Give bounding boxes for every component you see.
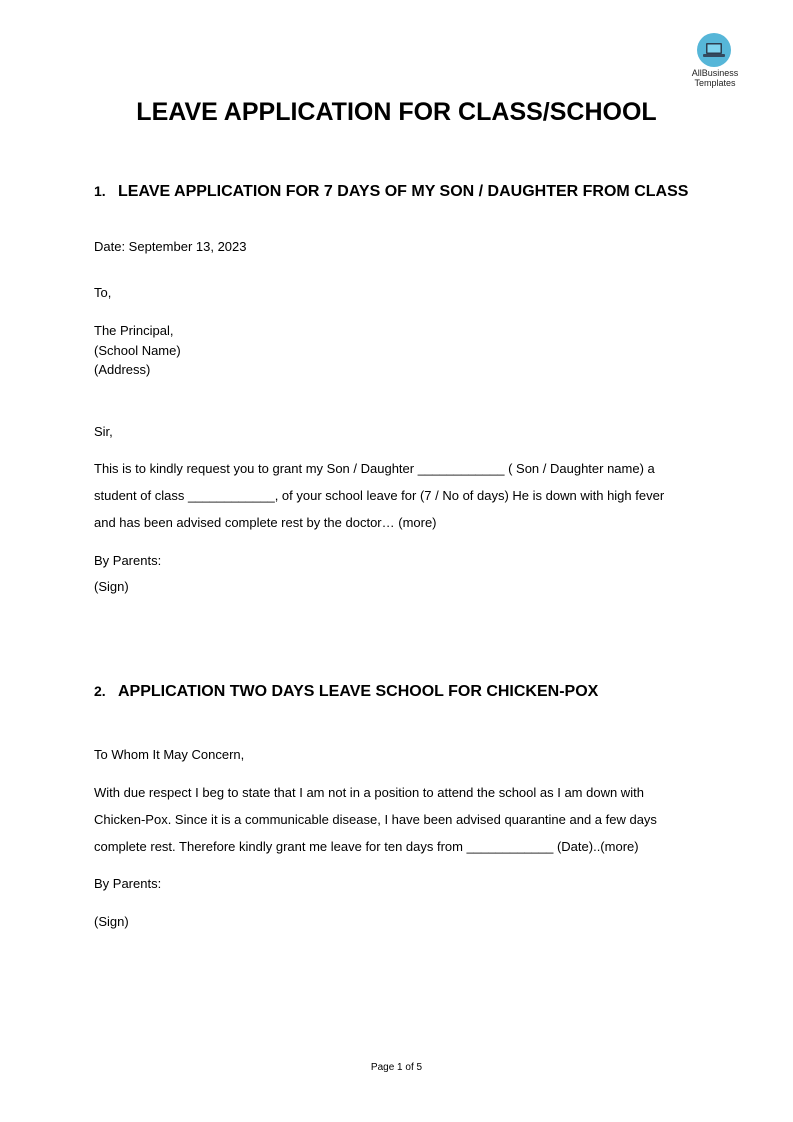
- letter-1-paragraph-line: and has been advised complete rest by the doctor… (more): [94, 515, 437, 530]
- letter-1-by-parents: By Parents:: [94, 553, 162, 568]
- letter-2-by-parents: By Parents:: [94, 876, 162, 891]
- logo-text: AllBusiness Templates: [691, 68, 739, 88]
- document-title: LEAVE APPLICATION FOR CLASS/SCHOOL: [136, 98, 657, 126]
- page-number: Page 1 of 5: [370, 1062, 423, 1073]
- section-2-heading: [94, 680, 598, 703]
- section-1-heading-text: LEAVE APPLICATION FOR 7 DAYS OF MY SON / DAUGHTER FROM CLASS: [118, 183, 689, 200]
- letter-2-sign: (Sign): [94, 914, 129, 929]
- letter-2-paragraph-line: Chicken-Pox. Since it is a communicable disease, I have been advised quarantine and a few days: [94, 812, 657, 827]
- letter-1-paragraph-line: student of class ____________, of your school leave for (7 / No of days) He is down with high fever: [94, 488, 665, 503]
- logo-badge: [697, 33, 731, 67]
- allbusiness-logo: [690, 30, 740, 90]
- letter-1-paragraph-line: This is to kindly request you to grant my Son / Daughter ____________ ( Son / Daughter name) a: [94, 461, 655, 476]
- section-2-heading-text: APPLICATION TWO DAYS LEAVE SCHOOL FOR CHICKEN-POX: [118, 683, 599, 700]
- letter-1-address-line: The Principal,: [94, 323, 174, 338]
- letter-2-paragraph-line: With due respect I beg to state that I am not in a position to attend the school as I am down with: [94, 785, 644, 800]
- letter-1-to: To,: [94, 285, 112, 300]
- letter-1-address-line: (School Name): [94, 343, 181, 358]
- letter-2-paragraph-line: complete rest. Therefore kindly grant me leave for ten days from ____________ (Date)..(more): [94, 839, 639, 854]
- section-2-number: 2.: [94, 683, 106, 699]
- letter-1-salutation: Sir,: [94, 424, 113, 439]
- section-1-number: 1.: [94, 183, 106, 199]
- letter-1-address-line: (Address): [94, 362, 151, 377]
- letter-2-salutation: To Whom It May Concern,: [94, 747, 245, 762]
- section-1-heading: [94, 180, 688, 203]
- letter-1-date: Date: September 13, 2023: [94, 239, 247, 254]
- letter-1-sign: (Sign): [94, 579, 129, 594]
- laptop-icon: [697, 33, 731, 67]
